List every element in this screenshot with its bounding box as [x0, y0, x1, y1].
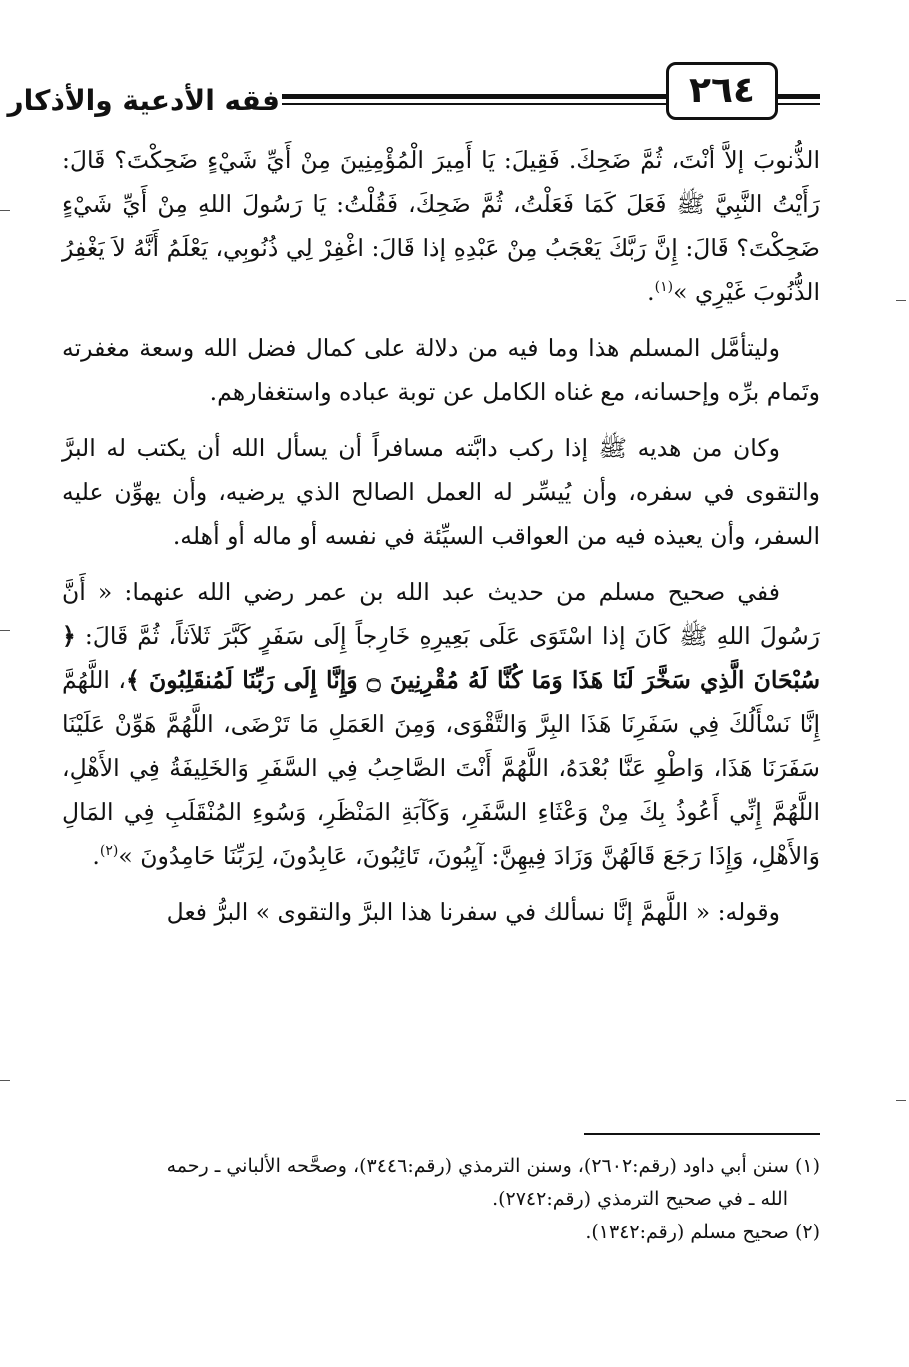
header-rule-thin-right: [776, 103, 820, 105]
footnote-1-continuation: [62, 1183, 820, 1216]
running-title: فقه الأدعية والأذكار: [7, 84, 280, 117]
paragraph-travel-hadith: ففي صحيح مسلم من حديث عبد الله بن عمر رضي الله عنهما: « أَنَّ رَسُولَ اللهِ ﷺ كَانَ إذا اسْتَوَى عَلَى بَعِيرِهِ خَارِجاً إِلَى سَفَرٍ كَبَّرَ ثَلاَثاً، ثُمَّ قَالَ: ﴿ سُبْحَانَ الَّذِي سَخَّرَ لَنَا هَذَا وَمَا كُنَّا لَهُ مُقْرِنِينَ ۝ وَإِنَّا إِلَى رَبِّنَا لَمُنقَلِبُونَ ﴾، اللَّهُمَّ إِنَّا نَسْأَلُكَ فِي سَفَرِنَا هَذَا البِرَّ وَالتَّقْوَى، وَمِنَ العَمَلِ مَا تَرْضَى، اللَّهُمَّ هَوِّنْ عَلَيْنَا سَفَرَنَا هَذَا، وَاطْوِ عَنَّا بُعْدَهُ، اللَّهُمَّ أَنْتَ الصَّاحِبُ فِي السَّفَرِ وَالخَلِيفَةُ فِي الأَهْلِ، اللَّهُمَّ إِنِّي أَعُوذُ بِكَ مِنْ وَعْثَاءِ السَّفَرِ، وَكَآبَةِ المَنْظَرِ، وَسُوءِ المُنْقَلَبِ فِي المَالِ وَالأَهْلِ، وَإِذَا رَجَعَ قَالَهُنَّ وَزَادَ فِيهِنَّ: آيِبُونَ، تَائِبُونَ، عَابِدُونَ، لِرَبِّنَا حَامِدُونَ »$^{(٢)}$.: [62, 578, 821, 870]
header-rule-thin-left: [282, 103, 680, 105]
paragraph-commentary: [62, 890, 820, 934]
footnote-text: سنن أبي داود (رقم:٢٦٠٢)، وسنن الترمذي (رقم:٣٤٤٦)، وصحَّحه الألباني ـ رحمه: [166, 1155, 789, 1177]
footnote-number: (٢): [794, 1221, 820, 1243]
paragraph-text: وكان من هديه ﷺ إذا ركب دابَّته مسافراً أن يسأل الله أن يكتب له البرَّ والتقوى في سفره، وأن يُيسِّر له العمل الصالح الذي يرضيه، وأن يهوِّن عليه السفر، وأن يعيذه فيه من العواقب السيِّئة في نفسه أو ماله أو أهله.: [62, 434, 820, 550]
quran-verse: ﴿ سُبْحَانَ الَّذِي سَخَّرَ لَنَا هَذَا وَمَا كُنَّا لَهُ مُقْرِنِينَ ۝ وَإِنَّا إِلَى رَبِّنَا لَمُنقَلِبُونَ ﴾: [62, 622, 821, 694]
paragraph-text: وليتأمَّل المسلم هذا وما فيه من دلالة على كمال فضل الله وسعة مغفرته وتَمام برِّه وإحسانه، مع غناه الكامل عن توبة عباده واستغفارهم.: [62, 334, 820, 406]
scan-tick-mark: [896, 1100, 906, 1101]
footnote-ref: (١): [654, 279, 674, 296]
footnote-text: صحيح مسلم (رقم:١٣٤٢).: [585, 1221, 789, 1243]
header-rule-thick-left: [282, 94, 680, 99]
page-number-frame: [666, 62, 778, 120]
paragraph-text: الذُّنوبَ إلاَّ أنْتَ، ثُمَّ ضَحِكَ. فَقِيلَ: يَا أَمِيرَ الْمُؤْمِنِينَ مِنْ أَيِّ شَيْءٍ ضَحِكْتَ؟ قَالَ: رَأَيْتُ النَّبِيَّ ﷺ فَعَلَ كَمَا فَعَلْتُ، ثُمَّ ضَحِكَ، فَقُلْتُ: يَا رَسُولَ اللهِ مِنْ أَيِّ شَيْءٍ ضَحِكْتَ؟ قَالَ: إِنَّ رَبَّكَ يَعْجَبُ مِنْ عَبْدِهِ إذا قَالَ: اغْفِرْ لِي ذُنُوبِي، يَعْلَمُ أَنَّهُ لاَ يَغْفِرُ الذُّنُوبَ غَيْرِي »: [62, 146, 820, 306]
paragraph-reflection: [62, 326, 820, 414]
scan-tick-mark: [0, 630, 10, 631]
scan-tick-mark: [0, 210, 10, 211]
paragraph-text-after: ، اللَّهُمَّ إِنَّا نَسْأَلُكَ فِي سَفَرِنَا هَذَا البِرَّ وَالتَّقْوَى، وَمِنَ العَمَلِ مَا تَرْضَى، اللَّهُمَّ هَوِّنْ عَلَيْنَا سَفَرَنَا هَذَا، وَاطْوِ عَنَّا بُعْدَهُ، اللَّهُمَّ أَنْتَ الصَّاحِبُ فِي السَّفَرِ وَالخَلِيفَةُ فِي الأَهْلِ، اللَّهُمَّ إِنِّي أَعُوذُ بِكَ مِنْ وَعْثَاءِ السَّفَرِ، وَكَآبَةِ المَنْظَرِ، وَسُوءِ المُنْقَلَبِ فِي المَالِ وَالأَهْلِ، وَإِذَا رَجَعَ قَالَهُنَّ وَزَادَ فِيهِنَّ: آيِبُونَ، تَائِبُونَ، عَابِدُونَ، لِرَبِّنَا حَامِدُونَ »: [62, 666, 820, 870]
footnote-separator: [584, 1133, 820, 1135]
footnote-text: الله ـ في صحيح الترمذي (رقم:٢٧٤٢).: [492, 1188, 788, 1210]
header-rule-thick-right: [776, 94, 820, 99]
footnotes: [62, 1150, 820, 1249]
page-number: ٢٦٤: [689, 70, 755, 111]
footnote-number: (١): [794, 1155, 820, 1177]
paragraph-hadith-continuation: الذُّنوبَ إلاَّ أنْتَ، ثُمَّ ضَحِكَ. فَقِيلَ: يَا أَمِيرَ الْمُؤْمِنِينَ مِنْ أَيِّ شَيْءٍ ضَحِكْتَ؟ قَالَ: رَأَيْتُ النَّبِيَّ ﷺ فَعَلَ كَمَا فَعَلْتُ، ثُمَّ ضَحِكَ، فَقُلْتُ: يَا رَسُولَ اللهِ مِنْ أَيِّ شَيْءٍ ضَحِكْتَ؟ قَالَ: إِنَّ رَبَّكَ يَعْجَبُ مِنْ عَبْدِهِ إذا قَالَ: اغْفِرْ لِي ذُنُوبِي، يَعْلَمُ أَنَّهُ لاَ يَغْفِرُ الذُّنُوبَ غَيْرِي »$^{(١)}$.: [62, 146, 820, 306]
page-header: [7, 62, 820, 134]
paragraph-text: وقوله: « اللَّهمَّ إنَّا نسألك في سفرنا هذا البرَّ والتقوى » البرُّ فعل: [166, 898, 780, 926]
paragraph-text-before: ففي صحيح مسلم من حديث عبد الله بن عمر رضي الله عنهما: « أَنَّ رَسُولَ اللهِ ﷺ كَانَ إذا اسْتَوَى عَلَى بَعِيرِهِ خَارِجاً إِلَى سَفَرٍ كَبَّرَ ثَلاَثاً، ثُمَّ قَالَ:: [62, 578, 820, 650]
scan-tick-mark: [0, 1080, 10, 1081]
scan-tick-mark: [896, 300, 906, 301]
footnote-1: [62, 1150, 820, 1183]
paragraph-travel-guidance: [62, 426, 820, 558]
main-text: [62, 138, 820, 946]
footnote-2: [62, 1216, 820, 1249]
footnote-ref: (٢): [99, 843, 119, 860]
